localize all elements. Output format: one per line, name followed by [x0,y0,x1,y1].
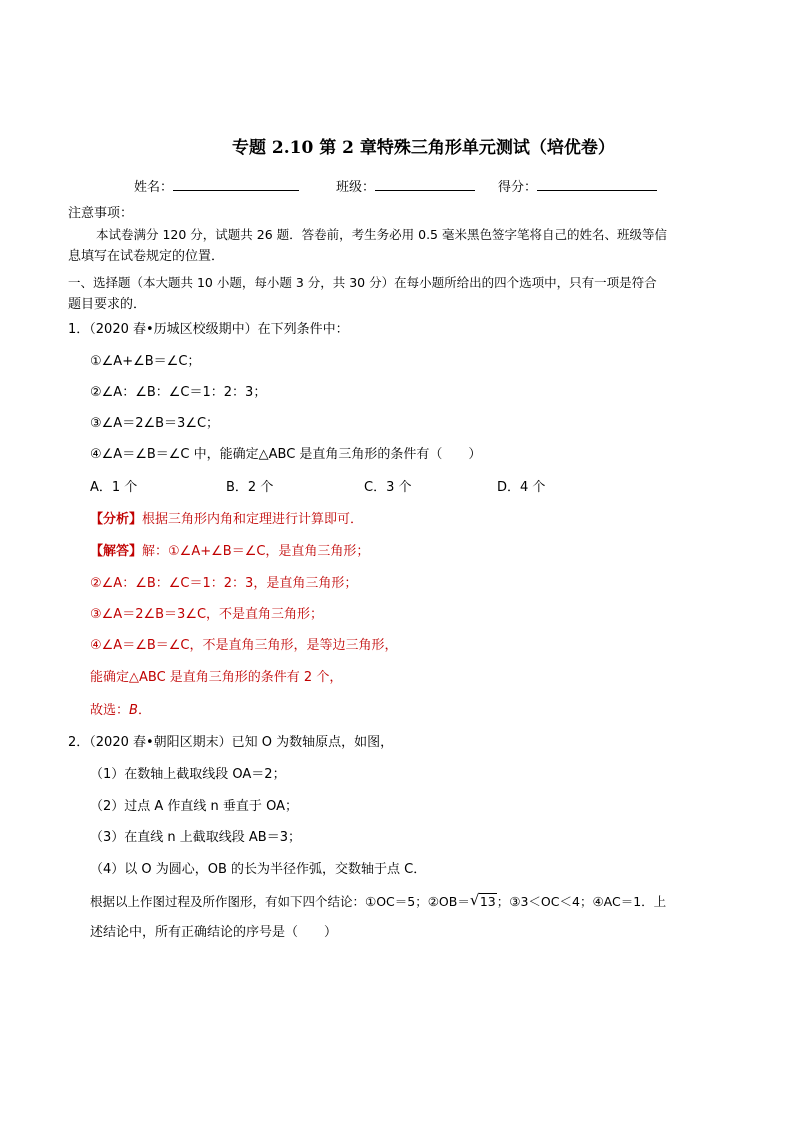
sqrt-value: 13 [479,894,496,909]
q2-step-4: （4）以 O 为圆心，OB 的长为半径作弧，交数轴于点 C． [90,862,427,877]
q2-step-1: （1）在数轴上截取线段 OA＝2； [90,767,286,782]
name-label: 姓名： [134,180,174,195]
q1-final-choice [90,702,151,720]
section-heading-line-1: 一、选择题（本大题共 10 小题，每小题 3 分，共 30 分）在每小题所给出的四个选项中，只有一项是符合 [68,275,657,290]
score-field [498,177,657,197]
analysis-tag: 【分析】 [90,512,143,527]
notice-heading: 注意事项： [68,206,134,221]
q2-step-3: （3）在直线 n 上截取线段 AB＝3； [90,830,301,845]
q2-conclusions-line-1 [90,893,666,911]
notice-line-2: 息填写在试卷规定的位置． [68,249,225,264]
choice-suffix: ． [137,703,151,718]
q2-step-2: （2）过点 A 作直线 n 垂直于 OA； [90,799,298,814]
q1-option-a: A．1 个 [90,480,138,495]
q1-condition-1: ①∠A+∠B＝∠C； [90,354,201,369]
q1-conclusion: 能确定△ABC 是直角三角形的条件有 2 个， [90,670,343,685]
radical-sign-icon: √ [469,891,480,909]
answer-intro: 解： [142,544,169,559]
choice-prefix: 故选： [90,703,130,718]
q1-condition-4: ④∠A＝∠B＝∠C 中，能确定△ABC 是直角三角形的条件有（ ） [90,447,482,462]
q1-option-d: D．4 个 [497,480,546,495]
q1-condition-3: ③∠A＝2∠B＝3∠C； [90,416,220,431]
q2-conclusions-line-2: 述结论中，所有正确结论的序号是（ ） [90,925,338,940]
conclusions-b: ；③3＜OC＜4；④AC＝1．上 [496,894,667,909]
sqrt-expression [470,893,497,911]
q1-option-b: B．2 个 [226,480,274,495]
class-label: 班级： [336,180,376,195]
q1-answer-step-3: ③∠A＝2∠B＝3∠C，不是直角三角形； [90,607,324,622]
section-heading-line-2: 题目要求的． [68,297,147,312]
class-field [336,177,475,197]
notice-line-1: 本试卷满分 120 分，试题共 26 题．答卷前，考生务必用 0.5 毫米黑色签字笔将自己的姓名、班级等信 [96,227,667,242]
conclusions-a: 根据以上作图过程及所作图形，有如下四个结论：①OC＝5；②OB＝ [90,894,470,909]
score-blank[interactable] [537,177,657,191]
q1-answer-step-2: ②∠A：∠B：∠C＝1：2：3，是直角三角形； [90,576,358,591]
analysis-text: 根据三角形内角和定理进行计算即可． [142,512,364,527]
q1-stem: 1．（2020 春•历城区校级期中）在下列条件中： [68,322,349,337]
q2-stem: 2．（2020 春•朝阳区期末）已知 O 为数轴原点，如图， [68,735,394,750]
choice-value: B [129,703,138,718]
q1-analysis [90,511,363,529]
q1-answer-step-4: ④∠A＝∠B＝∠C，不是直角三角形，是等边三角形， [90,638,398,653]
answer-step-1: ①∠A+∠B＝∠C，是直角三角形； [168,544,370,559]
name-field [134,177,299,197]
answer-tag: 【解答】 [90,544,143,559]
score-label: 得分： [498,180,538,195]
class-blank[interactable] [375,177,475,191]
name-blank[interactable] [173,177,299,191]
q1-condition-2: ②∠A：∠B：∠C＝1：2：3； [90,385,267,400]
page-title: 专题 2.10 第 2 章特殊三角形单元测试（培优卷） [232,138,615,158]
q1-option-c: C．3 个 [364,480,412,495]
q1-answer-line-1 [90,543,369,561]
